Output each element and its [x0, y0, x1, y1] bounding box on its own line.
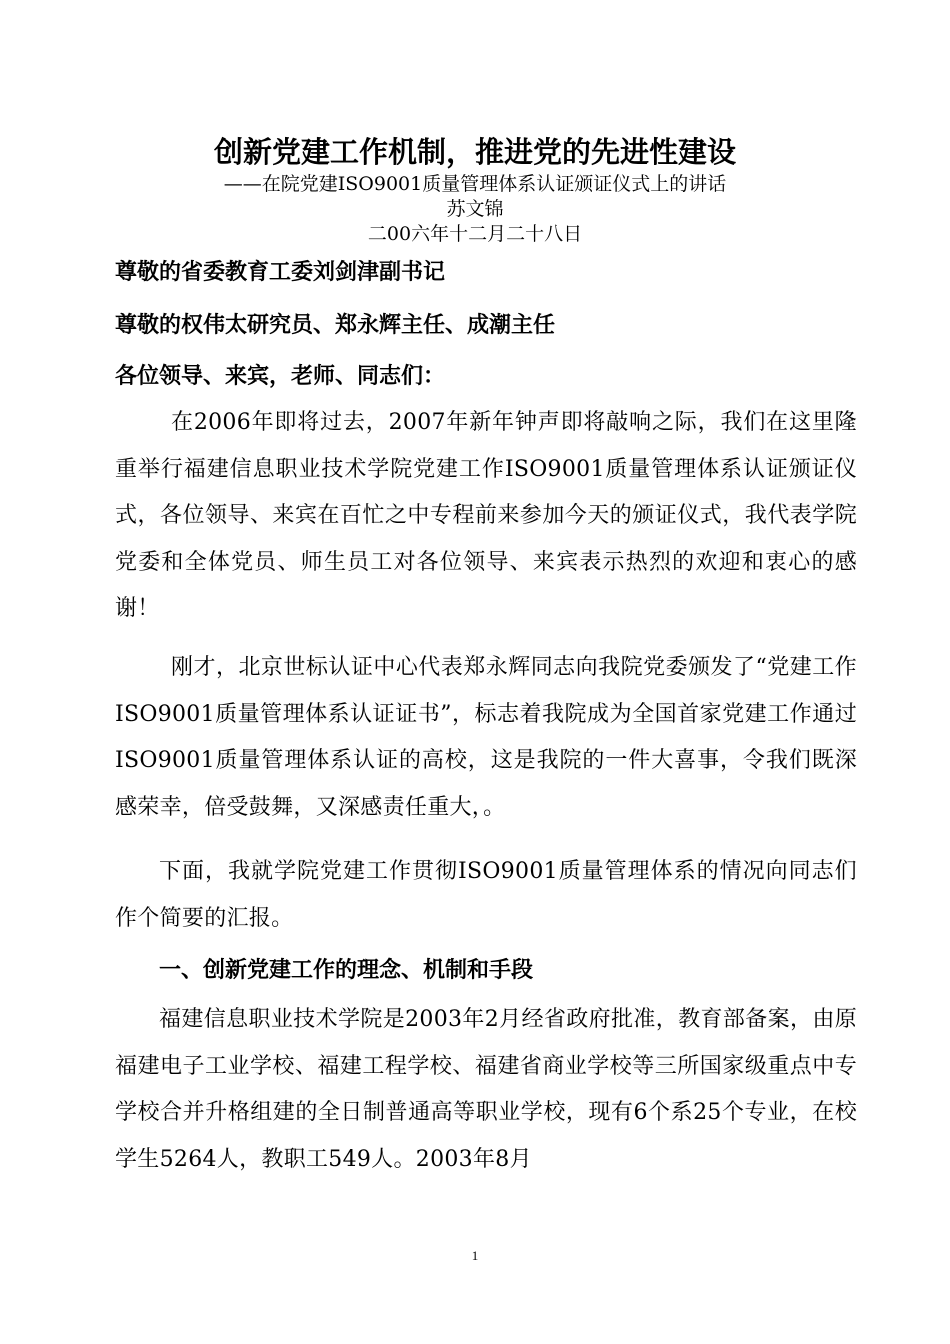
date: 二00六年十二月二十八日 — [367, 223, 583, 245]
page-title: 创新党建工作机制，推进党的先进性建设 — [213, 135, 736, 169]
section-heading: 一、创新党建工作的理念、机制和手段 — [159, 958, 534, 983]
body-paragraph: 福建信息职业技术学院是2003年2月经省政府批准，教育部备案，由原福建电子工业学校、福建工程学校、福建省商业学校等三所国家级重点中专学校合并升格组建的全日制普通高等职业学校，现有6个系25个专业，在校学生5264人，教职工549人。2003年8月 — [115, 1007, 857, 1172]
subtitle: ——在院党建ISO9001质量管理体系认证颁证仪式上的讲话 — [223, 173, 727, 195]
body-paragraph: 在2006年即将过去，2007年新年钟声即将敲响之际，我们在这里隆重举行福建信息职业技术学院党建工作ISO9001质量管理体系认证颁证仪式，各位领导、来宾在百忙之中专程前来参加今天的颁证仪式，我代表学院党委和全体党员、师生员工对各位领导、来宾表示热烈的欢迎和衷心的感谢！ — [115, 410, 857, 621]
salutation-line: 尊敬的权伟太研究员、郑永辉主任、成潮主任 — [115, 313, 556, 338]
body-paragraph: 刚才，北京世标认证中心代表郑永辉同志向我院党委颁发了“党建工作ISO9001质量管理体系认证证书”，标志着我院成为全国首家党建工作通过ISO9001质量管理体系认证的高校，这是我院的一件大喜事，令我们既深感荣幸，倍受鼓舞，又深感责任重大，。 — [115, 655, 857, 820]
salutation-line: 尊敬的省委教育工委刘剑津副书记 — [115, 260, 446, 285]
salutation-line: 各位领导、来宾，老师、同志们： — [115, 364, 446, 389]
body-paragraph: 下面，我就学院党建工作贯彻ISO9001质量管理体系的情况向同志们作个简要的汇报。 — [115, 859, 857, 931]
author: 苏文锦 — [446, 198, 504, 220]
page-number: 1 — [471, 1248, 479, 1263]
